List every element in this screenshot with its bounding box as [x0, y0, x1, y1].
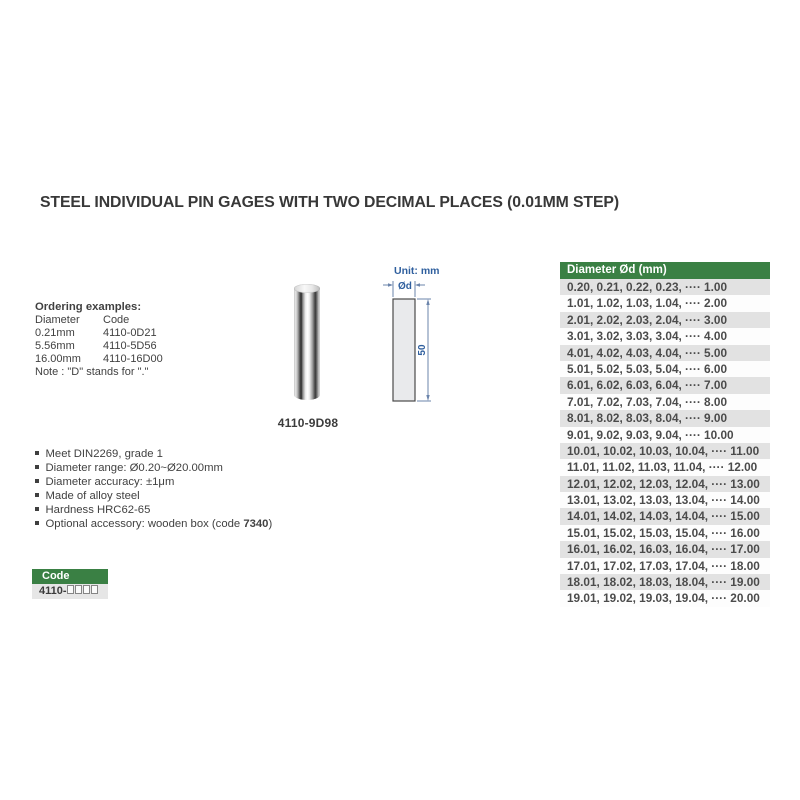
table-row: 14.01, 14.02, 14.03, 14.04, ···· 15.00: [560, 508, 770, 524]
code-box-value: [32, 584, 108, 599]
bullet-square-icon: [35, 493, 39, 497]
code-box: [32, 569, 108, 599]
ordering-row: 16.00mm 4110-16D00: [35, 353, 163, 365]
ordering-column-headers: [35, 314, 163, 327]
ordering-row: 0.21mm 4110-0D21: [35, 327, 157, 339]
ordering-examples: [35, 301, 163, 379]
pin-gage-photo: [294, 288, 320, 400]
bullet-square-icon: [35, 521, 39, 525]
feature-item: Made of alloy steel: [35, 489, 272, 503]
table-row: 4.01, 4.02, 4.03, 4.04, ···· 5.00: [560, 345, 770, 361]
feature-item: Optional accessory: wooden box (code 7340): [35, 517, 272, 531]
bullet-square-icon: [35, 507, 39, 511]
table-row: 9.01, 9.02, 9.03, 9.04, ···· 10.00: [560, 427, 770, 443]
diagram-diameter-label: Ød: [398, 281, 412, 292]
feature-item: Meet DIN2269, grade 1: [35, 447, 272, 461]
feature-item: Hardness HRC62-65: [35, 503, 272, 517]
ordering-note: Note : "D" stands for ".": [35, 366, 149, 378]
ordering-col-diameter: Diameter: [35, 314, 80, 326]
dimension-diagram: [380, 260, 470, 412]
code-placeholder-box: [83, 585, 90, 594]
table-row: 1.01, 1.02, 1.03, 1.04, ···· 2.00: [560, 295, 770, 311]
feature-list: [35, 447, 272, 531]
feature-item: Diameter accuracy: ±1μm: [35, 475, 272, 489]
code-placeholder-box: [91, 585, 98, 594]
table-row: 8.01, 8.02, 8.03, 8.04, ···· 9.00: [560, 410, 770, 426]
table-row: 15.01, 15.02, 15.03, 15.04, ···· 16.00: [560, 525, 770, 541]
table-row: 18.01, 18.02, 18.03, 18.04, ···· 19.00: [560, 574, 770, 590]
diagram-pin-outline: [393, 299, 415, 401]
table-row: 12.01, 12.02, 12.03, 12.04, ···· 13.00: [560, 476, 770, 492]
table-row: 19.01, 19.02, 19.03, 19.04, ···· 20.00: [560, 590, 770, 606]
table-row: 13.01, 13.02, 13.03, 13.04, ···· 14.00: [560, 492, 770, 508]
ordering-row: 5.56mm 4110-5D56: [35, 340, 157, 352]
page-title: STEEL INDIVIDUAL PIN GAGES WITH TWO DECIMAL PLACES (0.01MM STEP): [40, 194, 620, 211]
table-row: 11.01, 11.02, 11.03, 11.04, ···· 12.00: [560, 459, 770, 475]
table-row: 2.01, 2.02, 2.03, 2.04, ···· 3.00: [560, 312, 770, 328]
table-row: 0.20, 0.21, 0.22, 0.23, ···· 1.00: [560, 279, 770, 295]
diagram-unit-label: Unit: mm: [394, 265, 440, 277]
bullet-square-icon: [35, 479, 39, 483]
ordering-heading: Ordering examples:: [35, 301, 142, 313]
table-row: 16.01, 16.02, 16.03, 16.04, ···· 17.00: [560, 541, 770, 557]
pin-gage-top-face: [294, 284, 320, 293]
ordering-col-code: Code: [103, 314, 130, 326]
table-row: 10.01, 10.02, 10.03, 10.04, ···· 11.00: [560, 443, 770, 459]
code-placeholder-box: [75, 585, 82, 594]
feature-item: Diameter range: Ø0.20~Ø20.00mm: [35, 461, 272, 475]
code-placeholder-box: [67, 585, 74, 594]
diameter-table-header: Diameter Ød (mm): [560, 262, 770, 279]
table-row: 5.01, 5.02, 5.03, 5.04, ···· 6.00: [560, 361, 770, 377]
table-row: 6.01, 6.02, 6.03, 6.04, ···· 7.00: [560, 377, 770, 393]
diagram-length-label: 50: [417, 344, 428, 356]
pin-gage-caption: 4110-9D98: [277, 416, 339, 430]
table-row: 7.01, 7.02, 7.03, 7.04, ···· 8.00: [560, 394, 770, 410]
code-prefix: 4110-: [39, 584, 67, 597]
bullet-square-icon: [35, 451, 39, 455]
table-row: 3.01, 3.02, 3.03, 3.04, ···· 4.00: [560, 328, 770, 344]
diameter-table: [560, 262, 770, 607]
code-box-header: Code: [32, 569, 108, 584]
table-row: 17.01, 17.02, 17.03, 17.04, ···· 18.00: [560, 558, 770, 574]
bullet-square-icon: [35, 465, 39, 469]
